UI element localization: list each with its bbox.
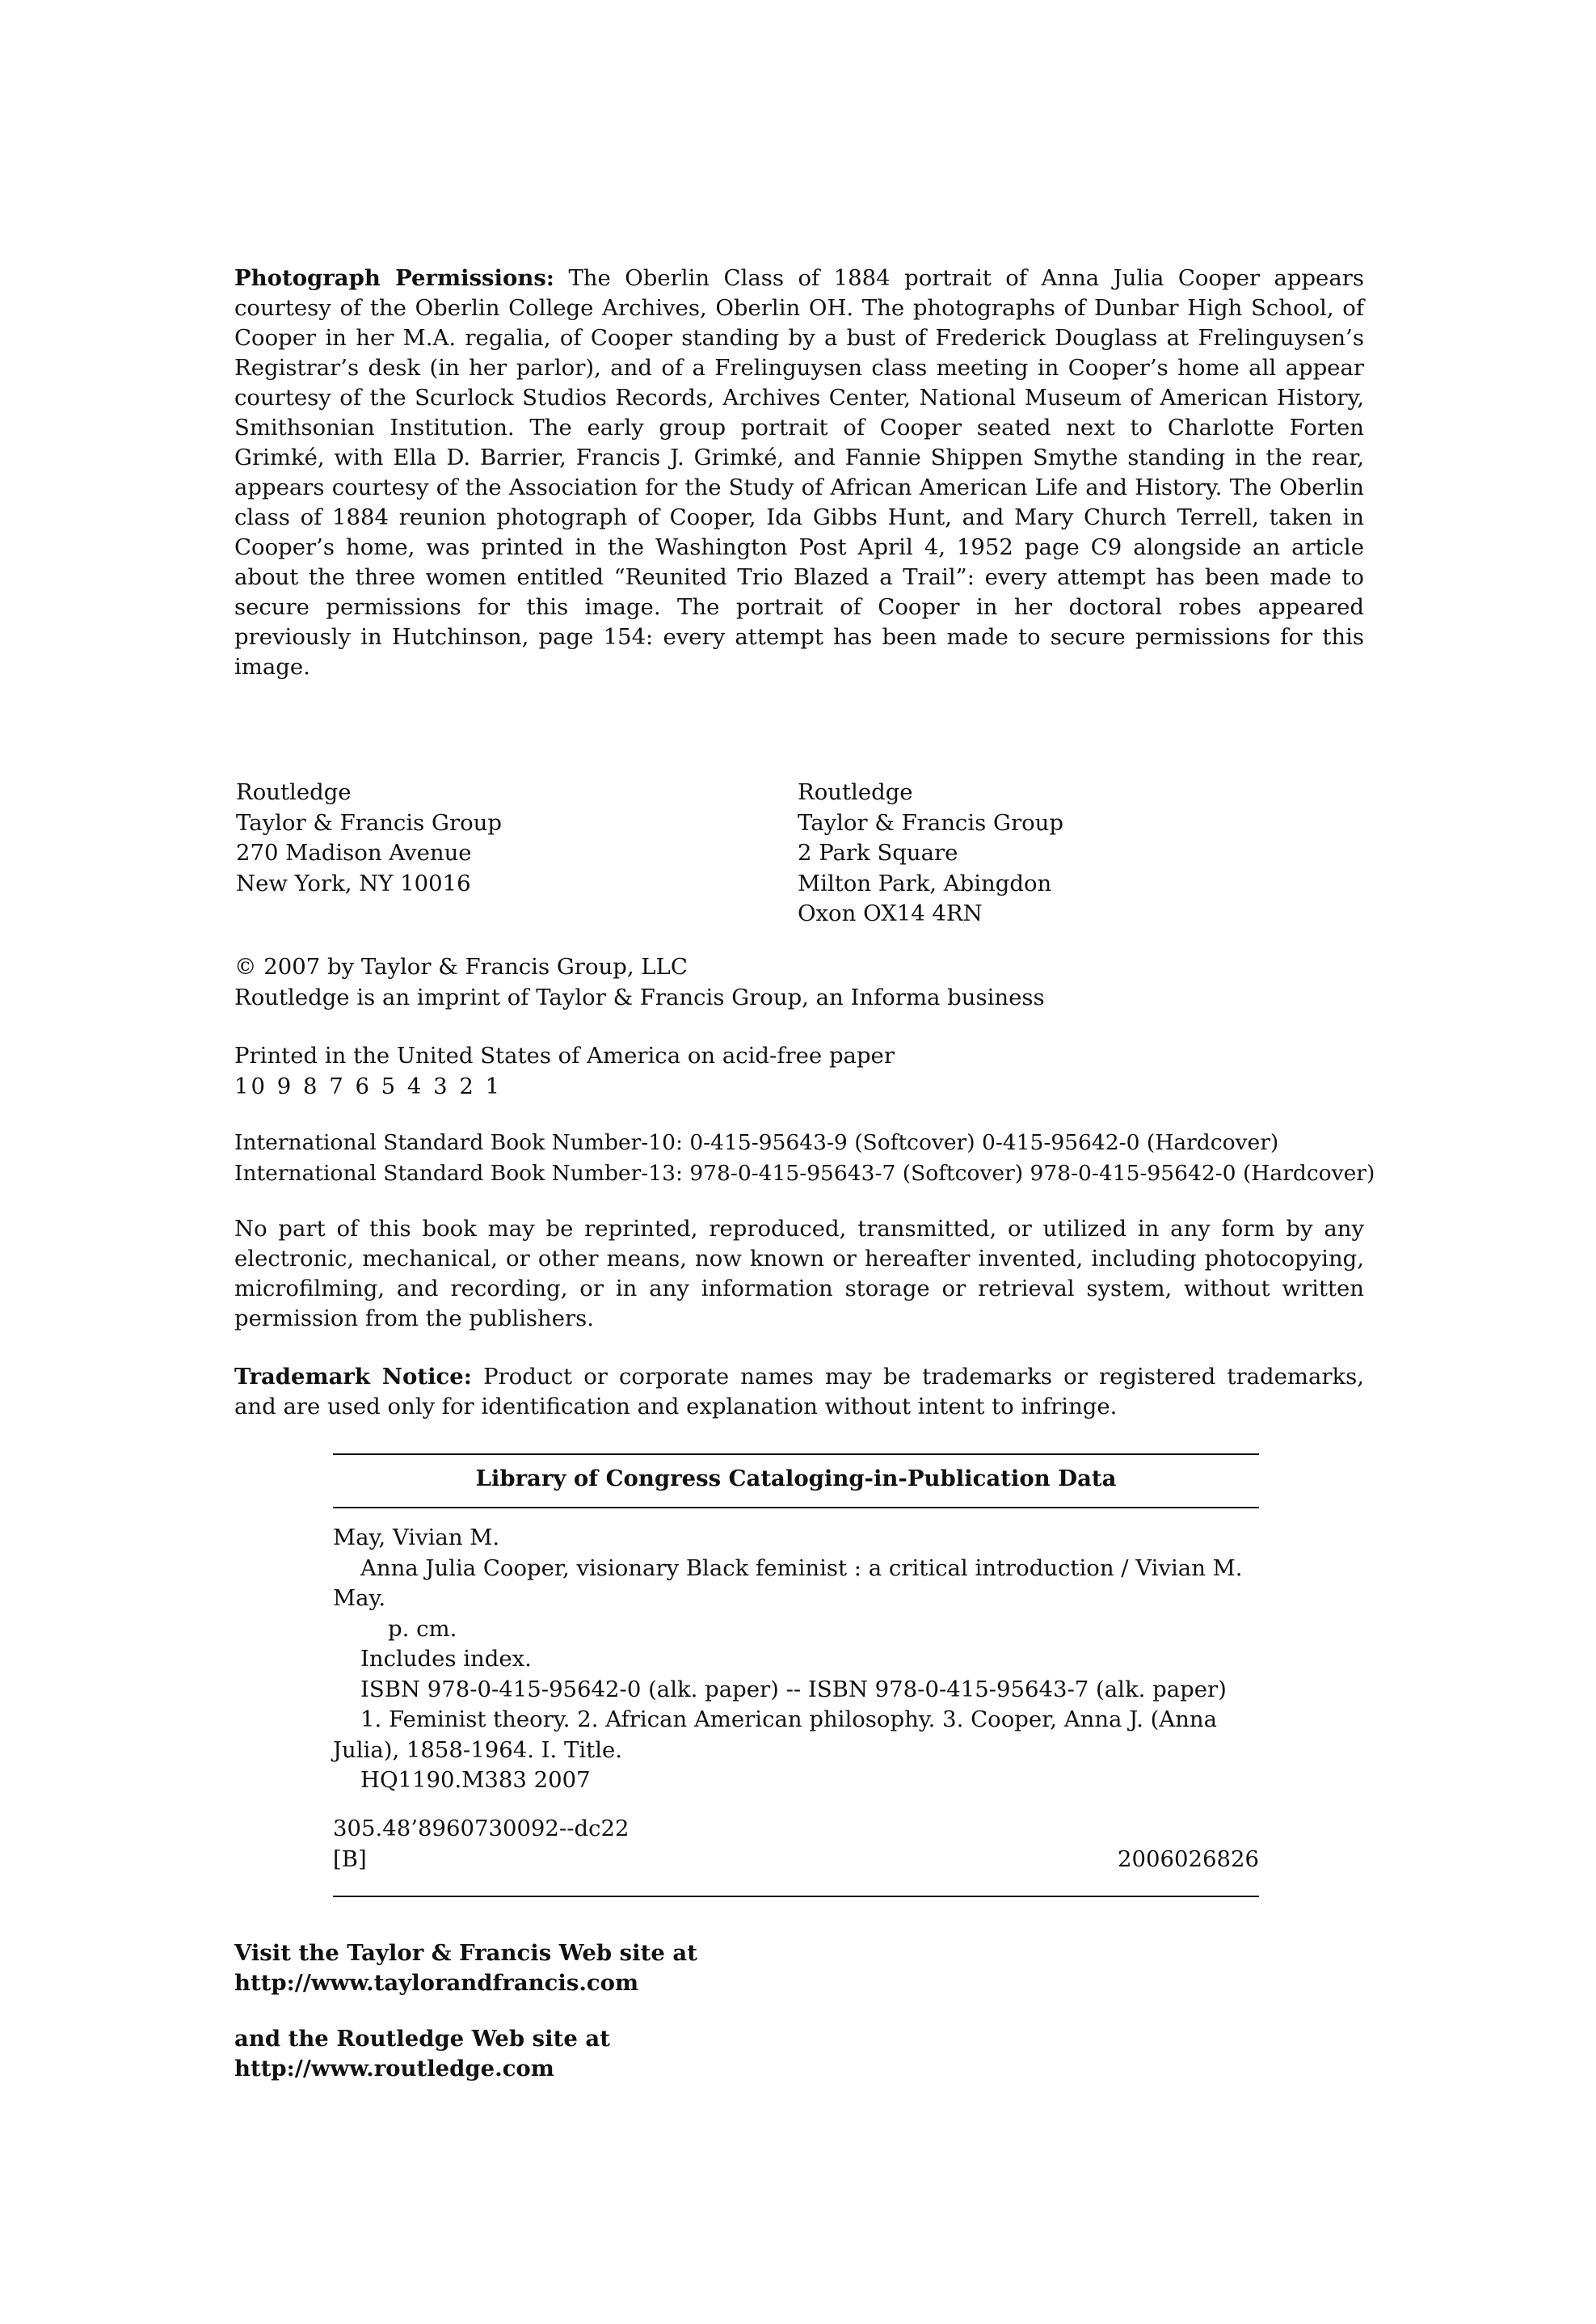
cip-call-number: HQ1190.M383 2007	[360, 1767, 591, 1793]
tf-web-url[interactable]: http://www.taylorandfrancis.com	[234, 1970, 639, 1996]
cip-classification	[333, 1814, 1259, 1875]
cip-subjects: 1. Feminist theory. 2. African American philosophy. 3. Cooper, Anna J. (Anna Julia), 1858-1964. I. Title.	[333, 1706, 1217, 1763]
cip-title-entry: Anna Julia Cooper, visionary Black feminist : a critical introduction / Vivian M. May.	[333, 1554, 1243, 1611]
address-line: Oxon OX14 4RN	[798, 900, 983, 926]
address-line: 2 Park Square	[798, 840, 958, 866]
isbn-info	[234, 1128, 1375, 1188]
address-line: New York, NY 10016	[236, 870, 471, 896]
cip-top-rule	[333, 1453, 1259, 1455]
rt-web-label: and the Routledge Web site at	[234, 2026, 610, 2052]
address-line: Taylor & Francis Group	[236, 809, 502, 836]
address-line: Taylor & Francis Group	[798, 809, 1063, 836]
cip-index-note: Includes index.	[360, 1646, 532, 1672]
cip-heading	[333, 1464, 1259, 1495]
photograph-permissions	[234, 264, 1364, 682]
cip-title: Library of Congress Cataloging-in-Publication Data	[475, 1466, 1117, 1491]
cip-lccn: 2006026826	[1118, 1845, 1259, 1872]
cip-title-rule	[333, 1507, 1259, 1508]
routledge-web	[234, 2024, 1364, 2084]
copyright-line: © 2007 by Taylor & Francis Group, LLC	[234, 954, 688, 980]
trademark-text: Product or corporate names may be trademarks or registered trademarks, and are used only for identification and explanation without intent to infringe.	[234, 1364, 1364, 1419]
copyright-notice	[234, 952, 1364, 1013]
address-new-york	[236, 778, 502, 899]
printing-info	[234, 1041, 1364, 1102]
cip-bottom-rule	[333, 1896, 1259, 1897]
print-number-line: 10 9 8 7 6 5 4 3 2 1	[234, 1073, 503, 1099]
cip-record	[333, 1523, 1259, 1796]
cip-pages: p. cm.	[388, 1615, 457, 1642]
tf-web-label: Visit the Taylor & Francis Web site at	[234, 1940, 697, 1966]
rt-web-url[interactable]: http://www.routledge.com	[234, 2056, 554, 2081]
printed-line: Printed in the United States of America on acid-free paper	[234, 1043, 895, 1069]
address-line: Milton Park, Abingdon	[798, 870, 1052, 896]
trademark-notice	[234, 1362, 1364, 1422]
cip-author: May, Vivian M.	[333, 1525, 500, 1550]
rights-text: No part of this book may be reprinted, reproduced, transmitted, or utilized in any form by any electronic, mechanical, or other means, now known or hereafter invented, including photocopying, microfilming, and recording, or in any information storage or retrieval system, without written permission from the publishers.	[234, 1216, 1364, 1331]
isbn-13-line: International Standard Book Number-13: 978-0-415-95643-7 (Softcover) 978-0-415-95642-0 (Hardcover)	[234, 1160, 1375, 1186]
address-line: Routledge	[236, 779, 352, 805]
photo-permissions-label: Photograph Permissions:	[234, 265, 554, 291]
isbn-10-line: International Standard Book Number-10: 0-415-95643-9 (Softcover) 0-415-95642-0 (Hardcover)	[234, 1130, 1279, 1155]
trademark-label: Trademark Notice:	[234, 1364, 472, 1390]
address-line: Routledge	[798, 779, 913, 805]
address-abingdon	[798, 778, 1063, 930]
cip-isbn: ISBN 978-0-415-95642-0 (alk. paper) -- ISBN 978-0-415-95643-7 (alk. paper)	[360, 1676, 1227, 1702]
cip-dewey: 305.48’8960730092--dc22	[333, 1816, 630, 1841]
rights-notice	[234, 1214, 1364, 1334]
address-line: 270 Madison Avenue	[236, 840, 472, 866]
taylor-francis-web	[234, 1938, 1364, 1998]
imprint-line: Routledge is an imprint of Taylor & Francis Group, an Informa business	[234, 984, 1045, 1010]
cip-bracket: [B]	[333, 1845, 367, 1872]
photo-permissions-text: The Oberlin Class of 1884 portrait of Anna Julia Cooper appears courtesy of the Oberlin College Archives, Oberlin OH. The photographs of Dunbar High School, of Cooper in her M.A. regalia, of Cooper standing by a bust of Frederick Douglass at Frelinguysen’s Registrar’s desk (in her parlor), and of a Frelinguysen class meeting in Cooper’s home all appear courtesy of the Scurlock Studios Records, Archives Center, National Museum of American History, Smithsonian Institution. The early group portrait of Cooper seated next to Charlotte Forten Grimké, with Ella D. Barrier, Francis J. Grimké, and Fannie Shippen Smythe standing in the rear, appears courtesy of the Association for the Study of African American Life and History. The Oberlin class of 1884 reunion photograph of Cooper, Ida Gibbs Hunt, and Mary Church Terrell, taken in Cooper’s home, was printed in the Washington Post April 4, 1952 page C9 alongside an article about the three women entitled “Reunited Trio Blazed a Trail”: every attempt has been made to secure permissions for this image. The portrait of Cooper in her doctoral robes appeared previously in Hutchinson, page 154: every attempt has been made to secure permissions for this image.	[234, 265, 1364, 680]
